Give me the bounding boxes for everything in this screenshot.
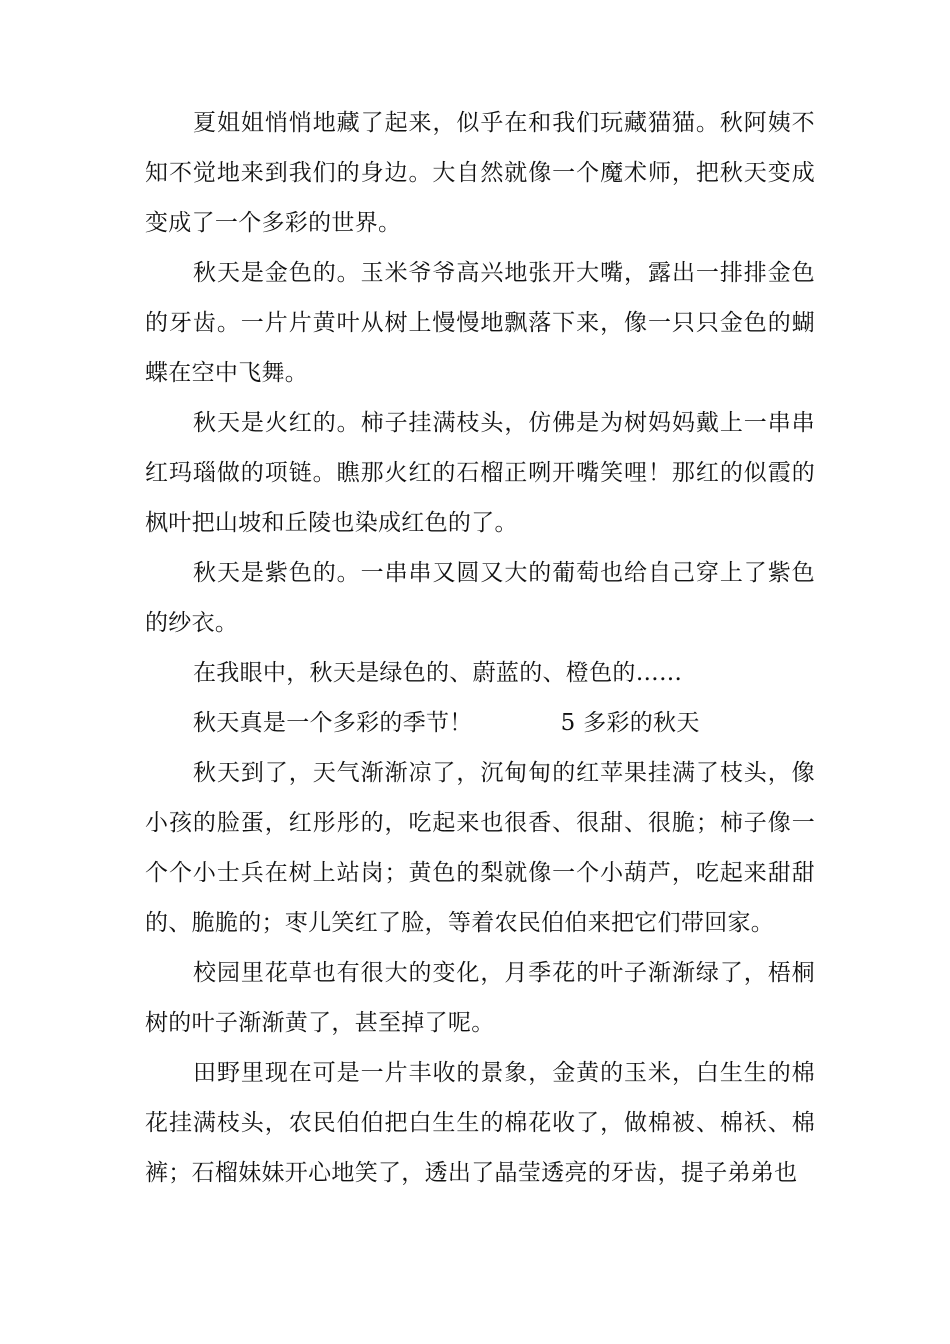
- paragraph-intro: 夏姐姐悄悄地藏了起来，似乎在和我们玩藏猫猫。秋阿姨不知不觉地来到我们的身边。大自然就像一个魔术师，把秋天变成变成了一个多彩的世界。: [145, 110, 815, 236]
- paragraph-red: 秋天是火红的。柿子挂满枝头，仿佛是为树妈妈戴上一串串红玛瑙做的项链。瞧那火红的石榴正咧开嘴笑哩！那红的似霞的枫叶把山坡和丘陵也染成红色的了。: [145, 410, 815, 536]
- paragraph-fruits: 秋天到了，天气渐渐凉了，沉甸甸的红苹果挂满了枝头，像小孩的脸蛋，红彤彤的，吃起来也很香、很甜、很脆；柿子像一个个小士兵在树上站岗；黄色的梨就像一个小葫芦，吃起来甜甜的、脆脆的；枣儿笑红了脸，等着农民伯伯来把它们带回家。: [145, 760, 815, 936]
- paragraph-purple: 秋天是紫色的。一串串又圆又大的葡萄也给自己穿上了紫色的纱衣。: [145, 560, 815, 636]
- paragraph-golden: 秋天是金色的。玉米爷爷高兴地张开大嘴，露出一排排金色的牙齿。一片片黄叶从树上慢慢地飘落下来，像一只只金色的蝴蝶在空中飞舞。: [145, 260, 815, 386]
- document-page: [145, 98, 815, 1198]
- paragraph-colors: 在我眼中，秋天是绿色的、蔚蓝的、橙色的……: [193, 660, 683, 686]
- paragraph-campus: 校园里花草也有很大的变化，月季花的叶子渐渐绿了，梧桐树的叶子渐渐黄了，甚至掉了呢。: [145, 960, 815, 1036]
- next-essay-title: 5 多彩的秋天: [560, 710, 700, 736]
- closing-line: 秋天真是一个多彩的季节！: [193, 710, 473, 736]
- paragraph-fields: 田野里现在可是一片丰收的景象，金黄的玉米，白生生的棉花挂满枝头，农民伯伯把白生生的棉花收了，做棉被、棉袄、棉裤；石榴妹妹开心地笑了，透出了晶莹透亮的牙齿，提子弟弟也: [145, 1060, 815, 1186]
- paragraph-closing-with-title: [145, 698, 815, 748]
